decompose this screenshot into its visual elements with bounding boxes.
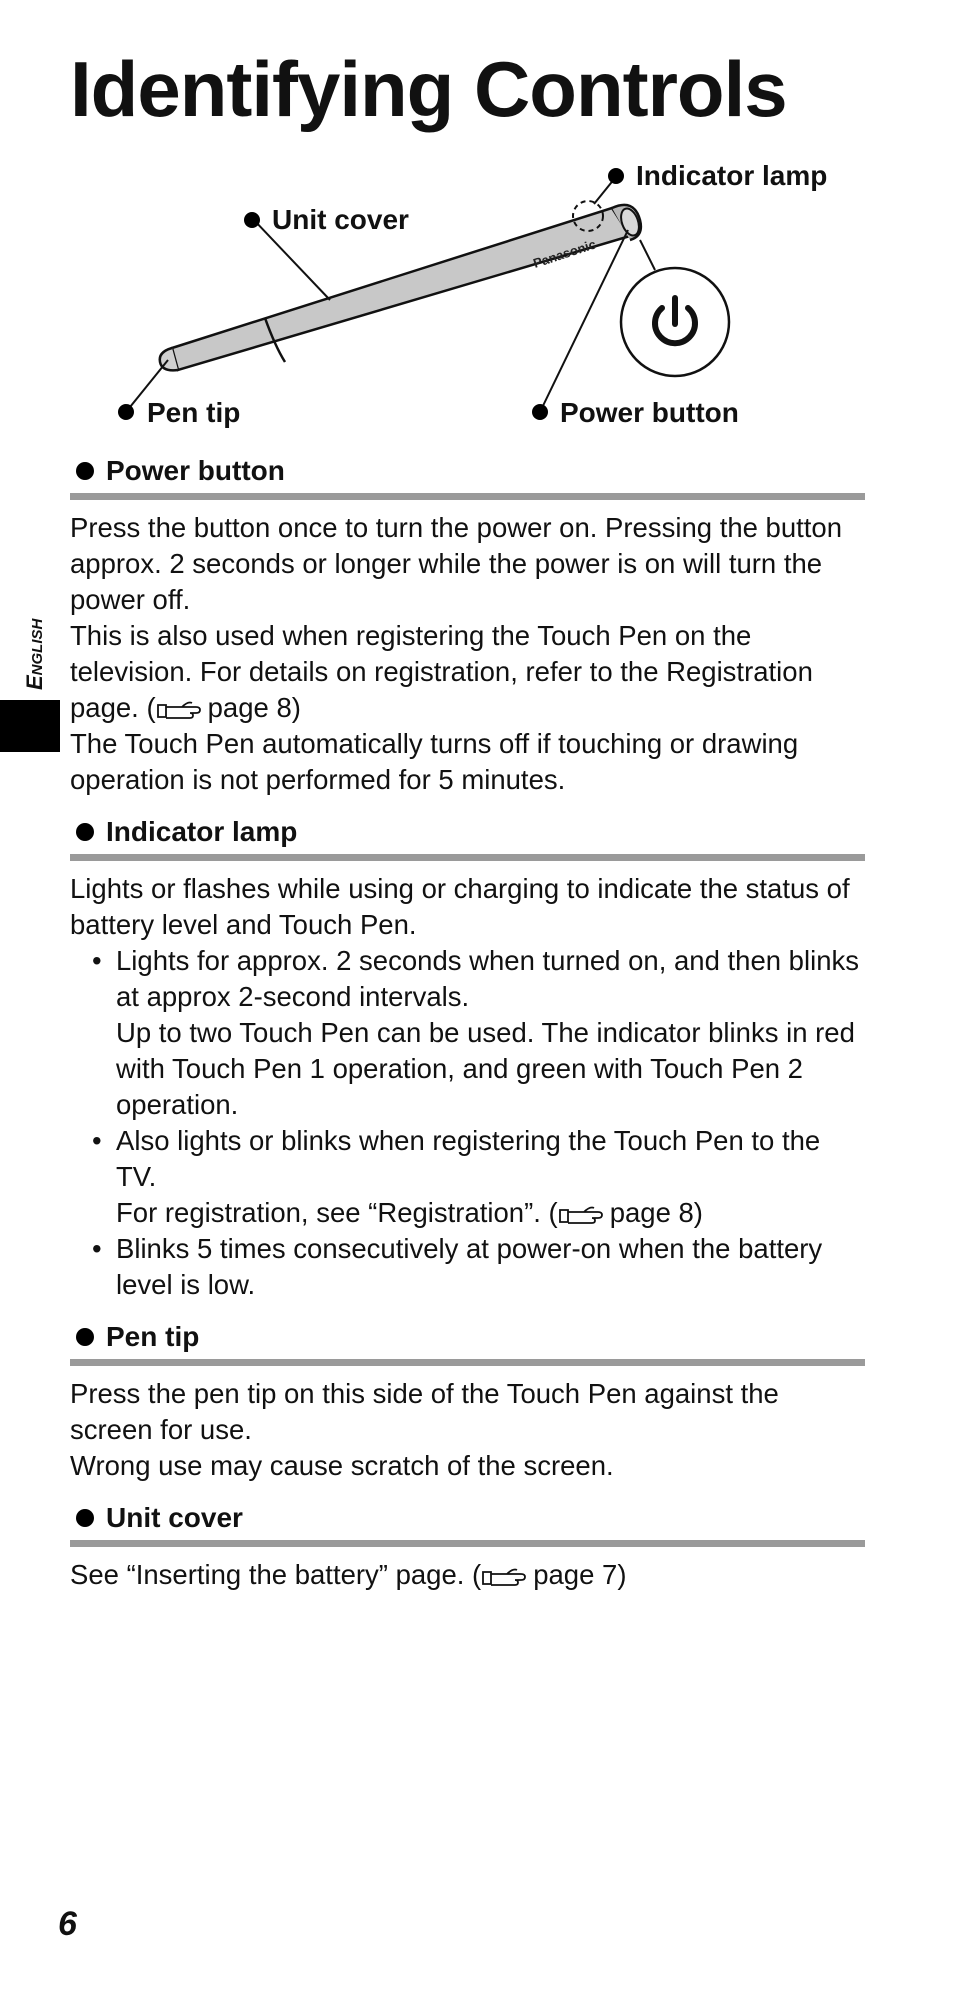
pointing-hand-icon: [558, 1202, 610, 1226]
page-reference: page 7): [533, 1559, 627, 1590]
section-divider: [70, 1540, 865, 1547]
paragraph: Wrong use may cause scratch of the screen.: [70, 1450, 614, 1481]
paragraph: [70, 618, 865, 726]
section-heading: [70, 1321, 865, 1359]
section-heading: [70, 455, 865, 493]
list-item: [70, 943, 865, 1123]
section-body: [70, 1557, 865, 1593]
list-item-text: • Also lights or blinks when registering the Touch Pen to the TV.: [116, 1125, 821, 1192]
bullet-dot-icon: [76, 1328, 94, 1346]
bullet-dot-icon: [76, 823, 94, 841]
pen-tip-label: Pen tip: [147, 397, 241, 428]
section-heading: [70, 1502, 865, 1540]
language-side-tab: [0, 700, 60, 752]
page-reference: page 8): [609, 1197, 703, 1228]
section-heading-text: Indicator lamp: [106, 816, 298, 847]
brand-logo: Panasonic: [531, 236, 598, 271]
paragraph-text: This is also used when registering the Touch Pen on the television. For details on registration, refer to the Registration page. (: [70, 620, 813, 723]
list-item-text: [116, 1195, 865, 1231]
section-body: [70, 871, 865, 1303]
section-indicator-lamp: [70, 816, 865, 1303]
paragraph: The Touch Pen automatically turns off if touching or drawing operation is not performed for 5 minutes.: [70, 728, 799, 795]
section-pen-tip: [70, 1321, 865, 1484]
list-item-text: • Blinks 5 times consecutively at power-on when the battery level is low.: [116, 1233, 823, 1300]
section-body: [70, 510, 865, 798]
pointing-hand-icon: [156, 697, 208, 721]
unit-cover-label: Unit cover: [272, 204, 409, 235]
indicator-lamp-label: Indicator lamp: [636, 160, 828, 191]
paragraph: Lights or flashes while using or charging to indicate the status of battery level and Touch Pen.: [70, 873, 850, 940]
section-heading-text: Pen tip: [106, 1321, 200, 1352]
language-side-label: English: [22, 618, 47, 690]
section-unit-cover: [70, 1502, 865, 1593]
pointing-hand-icon: [481, 1564, 533, 1588]
section-heading: [70, 816, 865, 854]
power-button-label: Power button: [560, 397, 739, 428]
paragraph: [70, 1557, 865, 1593]
paragraph: Press the pen tip on this side of the Touch Pen against the screen for use.: [70, 1378, 779, 1445]
list-item-text: For registration, see “Registration”. (: [116, 1197, 558, 1228]
page-reference: page 8): [207, 692, 301, 723]
list-item: [70, 1231, 865, 1303]
list-item-text: Up to two Touch Pen can be used. The indicator blinks in red with Touch Pen 1 operation, and green with Touch Pen 2 operation.: [116, 1017, 855, 1120]
content: [70, 455, 865, 1611]
page-title: Identifying Controls: [70, 45, 787, 133]
paragraph: Press the button once to turn the power on. Pressing the button approx. 2 seconds or longer while the power is on will turn the power off.: [70, 512, 843, 615]
section-divider: [70, 1359, 865, 1366]
section-divider: [70, 854, 865, 861]
list-item: [70, 1123, 865, 1231]
touch-pen-diagram: [0, 150, 954, 450]
section-power-button: [70, 455, 865, 798]
bullet-dot-icon: [76, 1509, 94, 1527]
bullet-list: [70, 943, 865, 1303]
bullet-dot-icon: [76, 462, 94, 480]
list-item-text: • Lights for approx. 2 seconds when turned on, and then blinks at approx 2-second intervals.: [116, 945, 859, 1012]
section-heading-text: Power button: [106, 455, 285, 486]
section-divider: [70, 493, 865, 500]
section-heading-text: Unit cover: [106, 1502, 243, 1533]
paragraph-text: See “Inserting the battery” page. (: [70, 1559, 482, 1590]
section-body: [70, 1376, 865, 1484]
page-number: 6: [58, 1905, 77, 1943]
